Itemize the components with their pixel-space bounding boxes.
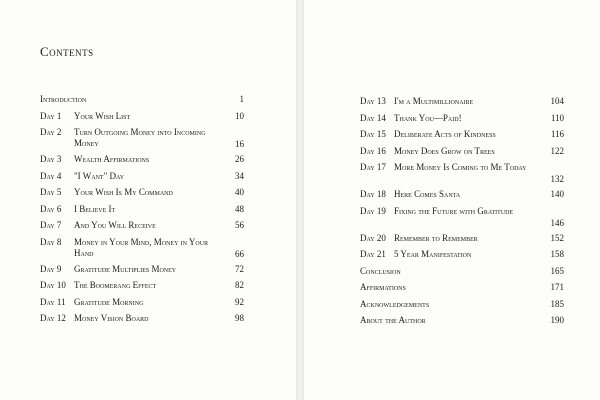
toc-entry-day: Day 12	[40, 313, 66, 323]
toc-entry-label: Gratitude Multiplies Money	[74, 263, 177, 274]
toc-entry-label: The Boomerang Effect	[74, 280, 157, 290]
toc-entry-label: More Money Is Coming to Me Today	[394, 162, 527, 172]
toc-entry-page: 34	[235, 170, 244, 181]
toc-entry-day: Day 19	[360, 205, 386, 216]
right-page	[304, 0, 600, 400]
toc-entry-page: 98	[235, 313, 244, 323]
toc-entry-label: Remember to Remember	[394, 232, 478, 243]
toc-entry	[40, 204, 244, 221]
toc-entry-day: Day 11	[40, 296, 66, 307]
toc-entry-page: 16	[235, 139, 244, 149]
toc-entry	[40, 111, 244, 128]
toc-entry-label: About the Author	[360, 315, 426, 325]
toc-entry-page: 92	[235, 296, 244, 307]
toc-entry	[360, 206, 564, 233]
toc-entry-label: Gratitude Morning	[74, 296, 144, 307]
toc-entry	[360, 129, 564, 146]
toc-entry-label: Wealth Affirmations	[74, 154, 150, 164]
toc-entry-label: Thank You—Paid!	[394, 112, 462, 123]
toc-entry-day: Day 3	[40, 154, 62, 164]
toc-entry-day: Day 14	[360, 112, 386, 123]
toc-entry-day: Day 21	[360, 249, 386, 259]
toc-entry	[360, 249, 564, 266]
toc-entry-page: 171	[550, 282, 564, 292]
toc-entry-label: And You Will Receive	[74, 220, 156, 230]
toc-entry	[360, 189, 564, 206]
toc-entry	[40, 154, 244, 171]
toc-entry-page: 110	[550, 112, 564, 123]
toc-entry-day: Day 7	[40, 220, 62, 230]
toc-entry-day: Day 9	[40, 263, 62, 274]
toc-entry	[40, 187, 244, 204]
toc-entry-day: Day 4	[40, 170, 62, 181]
toc-entry-label: Deliberate Acts of Kindness	[394, 129, 496, 139]
toc-entry-page: 185	[550, 298, 564, 309]
toc-entry-page: 140	[550, 189, 564, 199]
toc-entry	[360, 96, 564, 113]
toc-entry-page: 104	[550, 96, 564, 106]
toc-entry-day: Day 20	[360, 232, 386, 243]
toc-entry	[360, 162, 564, 189]
toc-entry-page: 56	[235, 220, 244, 230]
toc-entry-page: 190	[550, 315, 564, 325]
toc-entry	[360, 266, 564, 283]
toc-entry-page: 165	[550, 265, 564, 276]
toc-entry-page: 116	[550, 129, 564, 139]
toc-entry	[40, 237, 244, 264]
toc-entry-label: I'm a Multimillionaire	[394, 96, 474, 106]
toc-entry	[360, 233, 564, 250]
toc-entry-label: Conclusion	[360, 265, 401, 276]
toc-entry-page: 132	[550, 174, 564, 184]
toc-entry-label: Fixing the Future with Gratitude	[394, 205, 514, 216]
toc-entry	[360, 113, 564, 130]
toc-entry-day: Day 17	[360, 162, 386, 172]
toc-entry-label: I Believe It	[74, 203, 116, 214]
toc-entry-page: 40	[235, 187, 244, 197]
toc-entry-day: Day 15	[360, 129, 386, 139]
toc-entry-page: 1	[239, 94, 244, 104]
toc-entry	[40, 94, 244, 111]
toc-entry-page: 66	[235, 248, 244, 259]
toc-entry	[40, 280, 244, 297]
toc-entry-page: 10	[235, 110, 244, 121]
toc-entry-page: 82	[235, 280, 244, 290]
toc-entry	[40, 297, 244, 314]
toc-left	[40, 94, 244, 330]
toc-entry	[360, 282, 564, 299]
toc-entry-label: Here Comes Santa	[394, 189, 461, 199]
contents-title: Contents	[40, 44, 94, 59]
toc-entry-label: Your Wish List	[74, 110, 131, 121]
toc-entry-day: Day 5	[40, 187, 62, 197]
toc-entry	[360, 146, 564, 163]
toc-entry-label: Affirmations	[360, 282, 406, 292]
toc-entry	[40, 171, 244, 188]
toc-entry-label: Turn Outgoing Money into Incoming Money	[74, 127, 206, 148]
toc-entry-page: 152	[550, 232, 564, 243]
toc-entry-page: 158	[550, 249, 564, 259]
toc-entry-day: Day 16	[360, 145, 386, 156]
toc-right	[360, 96, 564, 332]
toc-entry-page: 72	[235, 263, 244, 274]
book-gutter	[296, 0, 304, 400]
toc-entry	[40, 220, 244, 237]
toc-entry-day: Day 6	[40, 203, 62, 214]
left-page	[0, 0, 296, 400]
toc-entry-label: Money Does Grow on Trees	[394, 145, 495, 156]
toc-entry-page: 122	[550, 145, 564, 156]
toc-entry-day: Day 8	[40, 236, 62, 247]
toc-entry-day: Day 13	[360, 96, 386, 106]
toc-entry-label: Acknowledgements	[360, 298, 430, 309]
toc-entry-day: Day 2	[40, 127, 62, 137]
toc-entry-day: Day 1	[40, 110, 62, 121]
toc-entry	[360, 299, 564, 316]
toc-entry	[40, 264, 244, 281]
toc-entry-page: 146	[550, 217, 564, 228]
toc-entry-label: Introduction	[40, 94, 87, 104]
toc-entry	[40, 313, 244, 330]
toc-entry-day: Day 10	[40, 280, 66, 290]
toc-entry-page: 26	[235, 154, 244, 164]
toc-entry	[40, 127, 244, 154]
toc-entry-label: Money in Your Mind, Money in Your Hand	[74, 236, 209, 258]
toc-entry	[360, 315, 564, 332]
toc-entry-day: Day 18	[360, 189, 386, 199]
toc-entry-label: Money Vision Board	[74, 313, 149, 323]
toc-entry-label: 5 Year Manifestation	[394, 249, 472, 259]
toc-entry-page: 48	[235, 203, 244, 214]
toc-entry-label: "I Want" Day	[74, 170, 125, 181]
toc-entry-label: Your Wish Is My Command	[74, 187, 173, 197]
